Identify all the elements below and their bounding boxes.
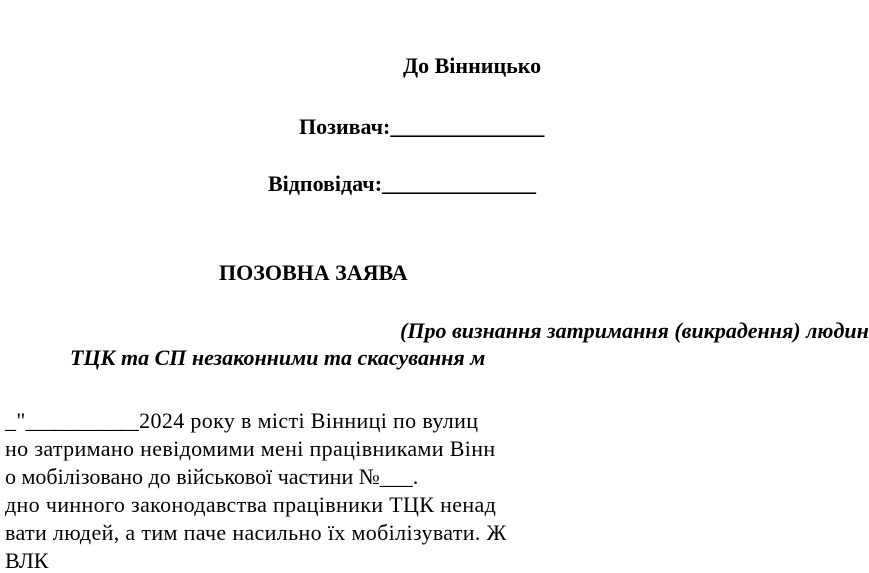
body-text-line-4: дно чинного законодавства працівники ТЦК ненад bbox=[5, 492, 497, 517]
body-text-line-6: ВЛК bbox=[5, 548, 49, 573]
document-subtitle-line-1: (Про визнання затримання (викрадення) людин bbox=[400, 318, 869, 343]
court-addressee: До Вінницько bbox=[403, 53, 542, 78]
body-text-line-2: но затримано невідомими мені працівниками Вінн bbox=[5, 436, 496, 461]
body-text-line-3: о мобілізовано до військової частини №___. bbox=[5, 464, 419, 489]
body-text-line-1: _"__________2024 року в місті Вінниці по вулиц bbox=[5, 408, 479, 433]
defendant-field: Відповідач:______________ bbox=[268, 171, 537, 196]
document-subtitle-line-2: ТЦК та СП незаконними та скасування м bbox=[70, 345, 486, 370]
document-title: ПОЗОВНА ЗАЯВА bbox=[219, 260, 408, 285]
plaintiff-field: Позивач:______________ bbox=[299, 114, 545, 139]
body-text-line-5: вати людей, а тим паче насильно їх мобілізувати. Ж bbox=[5, 520, 507, 545]
